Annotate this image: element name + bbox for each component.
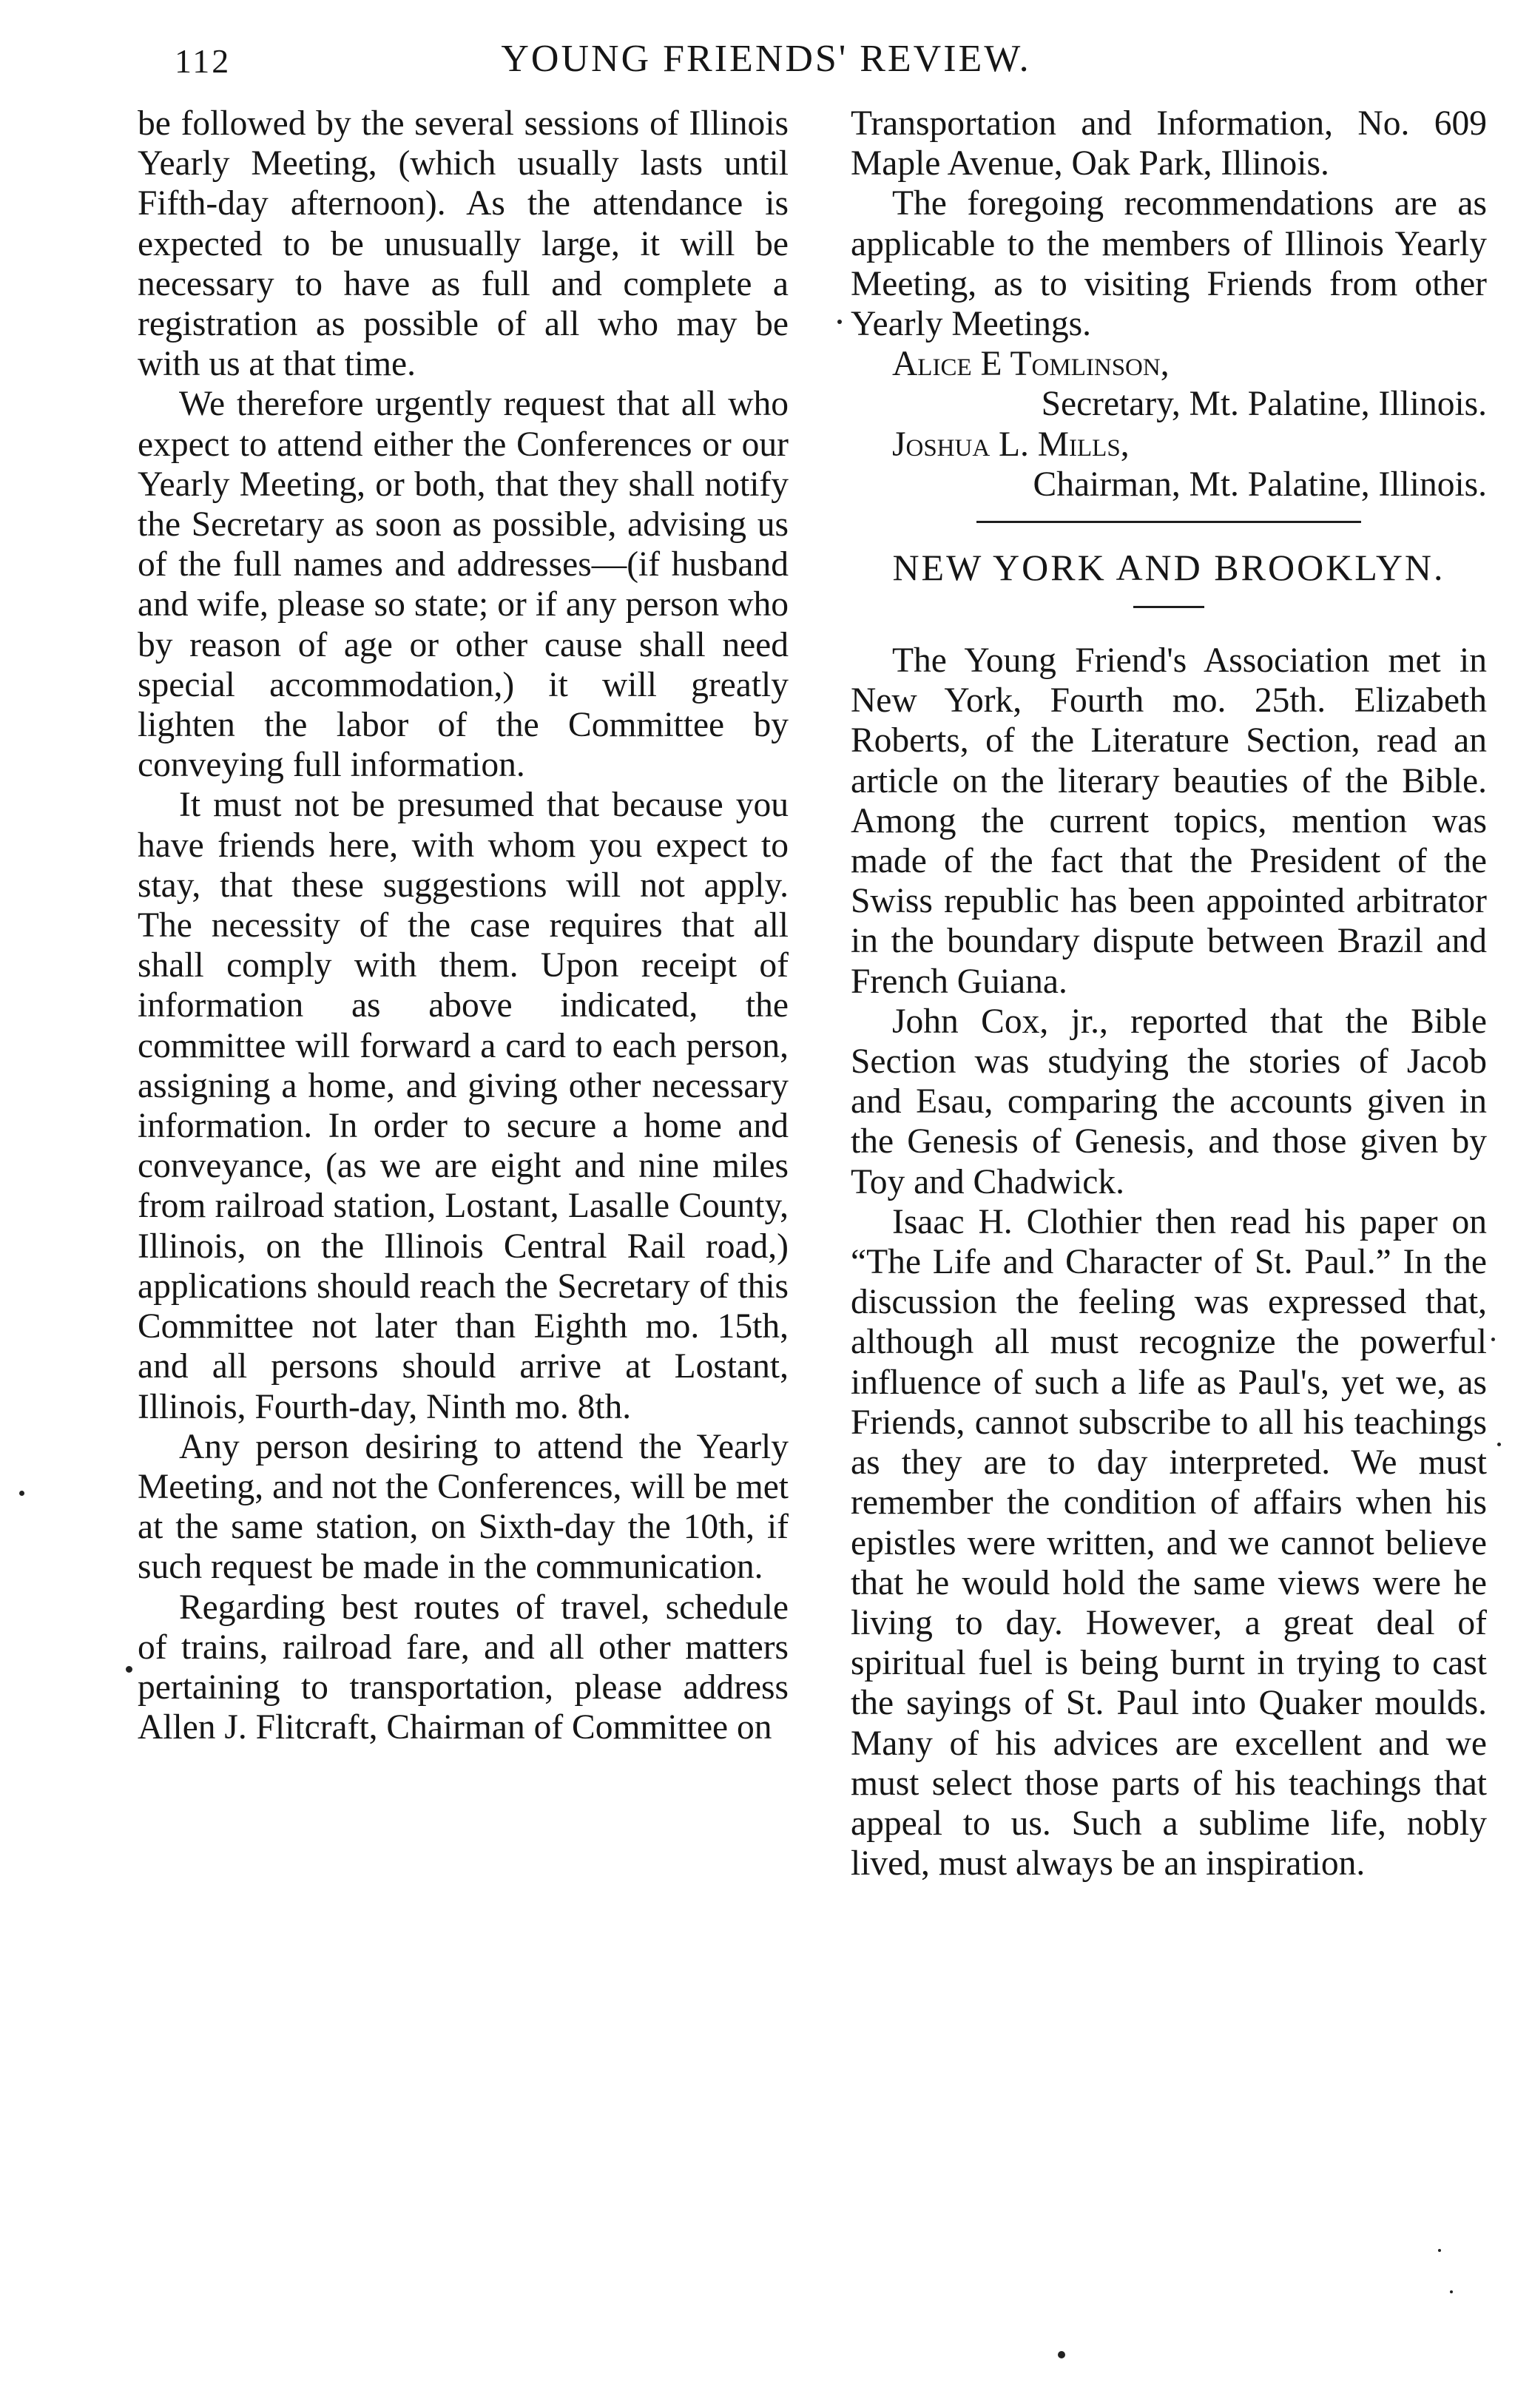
page-number: 112: [175, 42, 232, 80]
left-paragraph-1: be followed by the several sessions of Illinois Yearly Meeting, (which usually lasts until Fifth-day afternoon). As the attendance is expected to be unusually large, it will be necessary to have as full and complete a registration as possible of all who may be with us at that time.: [138, 104, 789, 384]
signatory-name: Alice E Tomlinson,: [892, 345, 1170, 384]
running-title: YOUNG FRIENDS' REVIEW.: [501, 38, 1031, 80]
scan-speck: [19, 1491, 24, 1496]
left-column: [138, 104, 789, 1747]
scan-speck: [1438, 2249, 1441, 2252]
scan-speck: [837, 320, 842, 324]
left-paragraph-3: It must not be presumed that because you have friends here, with whom you expect to stay, that these suggestions will not apply. The necessity of the case requires that all shall comply with them. Upon receipt of information as above indicated, the committee will forward a card to each person, assigning a home, and giving other necessary information. In order to secure a home and conveyance, (as we are eight and nine miles from railroad station, Lostant, Lasalle County, Illinois, on the Illinois Central Rail road,) applications should reach the Secretary of this Committee not later than Eighth mo. 15th, and all persons should arrive at Lostant, Illinois, Fourth-day, Ninth mo. 8th.: [138, 786, 789, 1426]
right-column: [851, 104, 1487, 1883]
scan-speck: [1450, 2290, 1453, 2293]
section-heading: NEW YORK AND BROOKLYN.: [892, 547, 1445, 589]
right-paragraph-2: John Cox, jr., reported that the Bible Section was studying the stories of Jacob and Esau, comparing the accounts given in the Genesis of Genesis, and those given by Toy and Chadwick.: [851, 1002, 1487, 1201]
left-paragraph-4: Any person desiring to attend the Yearly Meeting, and not the Conferences, will be met at the same station, on Sixth-day the 10th, if such request be made in the communication.: [138, 1427, 789, 1587]
signatory-title: Chairman, Mt. Palatine, Illinois.: [1033, 465, 1487, 504]
recommendation-paragraph: The foregoing recommendations are as applicable to the members of Illinois Yearly Meeting, as to visiting Friends from other Yearly Meetings.: [851, 184, 1487, 344]
continued-paragraph: Transportation and Information, No. 609 Maple Avenue, Oak Park, Illinois.: [851, 104, 1487, 183]
signatory-name: Joshua L. Mills,: [892, 425, 1130, 464]
signatory-title: Secretary, Mt. Palatine, Illinois.: [1041, 385, 1487, 424]
scan-speck: [126, 1666, 132, 1673]
right-paragraph-3: Isaac H. Clothier then read his paper on “The Life and Character of St. Paul.” In the discussion the feeling was expressed that, although all must recognize the powerful influence of such a life as Paul's, yet we, as Friends, cannot subscribe to all his teachings as they are to day interpreted. We must remember the condition of affairs when his epistles were written, and we cannot believe that he would hold the same views were he living to day. However, a great deal of spiritual fuel is being burnt in trying to cast the sayings of St. Paul into Quaker moulds. Many of his advices are excellent and we must select those parts of his teachings that appeal to us. Such a sublime life, nobly lived, must always be an inspiration.: [851, 1202, 1487, 1883]
scan-speck: [1491, 1338, 1495, 1341]
left-paragraph-2: We therefore urgently request that all who expect to attend either the Conferences or our Yearly Meeting, or both, that they shall notify the Secretary as soon as possible, advising us of the full names and addresses—(if husband and wife, please so state; or if any person who by reason of age or other cause shall need special accommodation,) it will greatly lighten the labor of the Committee by conveying full information.: [138, 385, 789, 785]
scan-speck: [1058, 2351, 1065, 2358]
section-divider-rule: [976, 521, 1361, 523]
signature-block: [851, 344, 1487, 505]
right-paragraph-1: The Young Friend's Association met in New York, Fourth mo. 25th. Elizabeth Roberts, of the Literature Section, read an article on the literary beauties of the Bible. Among the current topics, mention was made of the fact that the President of the Swiss republic has been appointed arbitrator in the boundary dispute between Brazil and French Guiana.: [851, 641, 1487, 1001]
scan-speck: [1497, 1443, 1501, 1446]
heading-underline-rule: [1133, 606, 1204, 608]
left-paragraph-5: Regarding best routes of travel, schedule of trains, railroad fare, and all other matters pertaining to transportation, please address Allen J. Flitcraft, Chairman of Committee on: [138, 1588, 789, 1747]
